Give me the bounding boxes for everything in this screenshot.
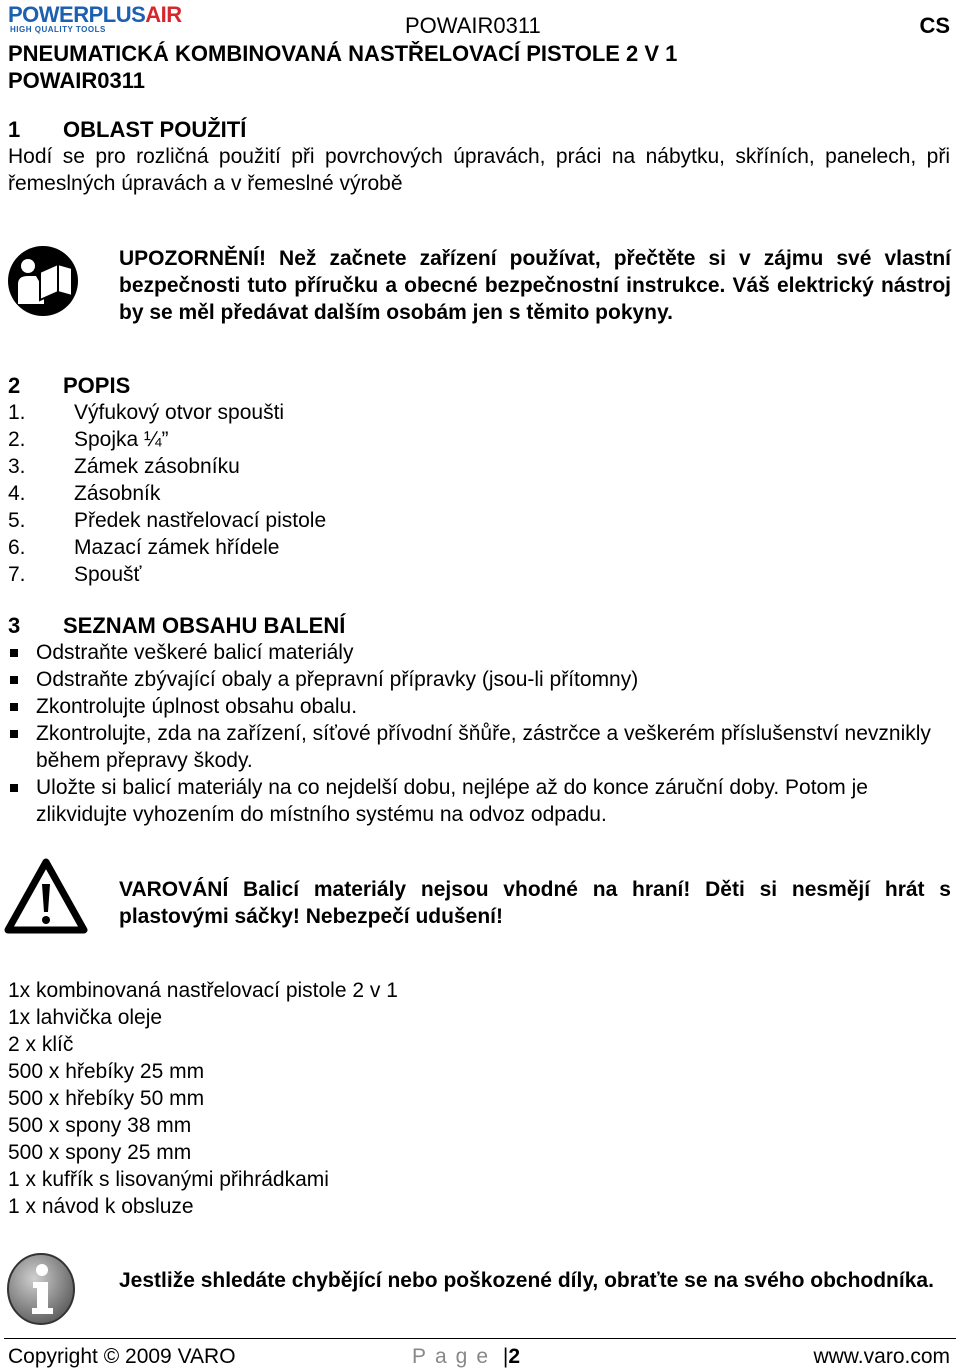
list-item: 500 x spony 25 mm [8,1141,192,1164]
bullet-item: Odstraňte zbývající obaly a přepravní přípravky (jsou-li přítomny) [8,666,950,693]
logo-air-text: AIR [145,2,182,27]
section-2-heading [8,372,130,399]
packaging-bullets [8,639,950,828]
section-3-heading [8,612,345,639]
bullet-item: Odstraňte veškeré balicí materiály [8,639,950,666]
bullet-item: Zkontrolujte úplnost obsahu obalu. [8,693,950,720]
list-item: 2 x klíč [8,1033,74,1056]
list-item: 2. Spojka ¼” [8,428,169,451]
list-item: 5. Předek nastřelovací pistole [8,509,327,532]
section-2-title: POPIS [63,373,131,398]
list-item: 3. Zámek zásobníku [8,455,240,478]
footer-copyright: Copyright © 2009 VARO [8,1345,236,1368]
footer-website: www.varo.com [813,1345,950,1368]
footer-page-separator: | [502,1345,509,1368]
footer-page-number: 2 [508,1345,521,1368]
section-3-number: 3 [8,613,21,638]
bullet-item: Uložte si balicí materiály na co nejdelší dobu, nejlépe až do konce záruční doby. Potom je zlikvidujte vyhozením do místního systému na odvoz odpadu. [8,774,950,828]
info-icon [6,1252,76,1326]
footer-page-word: Page [412,1345,498,1368]
section-3-title: SEZNAM OBSAHU BALENÍ [63,613,346,638]
section-1-number: 1 [8,117,21,142]
read-manual-icon [6,244,80,318]
brand-logo [8,4,218,34]
list-item: 1x kombinovaná nastřelovací pistole 2 v 1 [8,979,398,1002]
title-line-2: POWAIR0311 [8,68,145,93]
warning-triangle-icon [4,858,88,934]
title-line-1: PNEUMATICKÁ KOMBINOVANÁ NASTŘELOVACÍ PISTOLE 2 V 1 [8,41,678,66]
notice-text: UPOZORNĚNÍ! Než začnete zařízení používat, přečtěte si v zájmu své vlastní bezpečnosti tuto příručku a obecné bezpečnostní instrukce. Váš elektrický nástroj by se měl předávat dalším osobám jen s těmito pokyny. [119,247,951,324]
warning-text: VAROVÁNÍ Balicí materiály nejsou vhodné na hraní! Děti si nesmějí hrát s plastovými sáčky! Nebezpečí udušení! [119,878,951,928]
list-item: 500 x hřebíky 50 mm [8,1087,205,1110]
footer-page [412,1344,520,1370]
header-language: CS [919,13,950,38]
list-item: 7. Spoušť [8,563,142,586]
footer-divider [4,1338,956,1339]
package-contents-list [8,977,398,1220]
list-item: 500 x spony 38 mm [8,1114,192,1137]
bullet-item: Zkontrolujte, zda na zařízení, síťové přívodní šňůře, zástrčce a veškerém příslušenství nevznikly během přepravy škody. [8,720,950,774]
list-item: 1 x návod k obsluze [8,1195,194,1218]
list-item: 1. Výfukový otvor spoušti [8,401,285,424]
section-1-text: Hodí se pro rozličná použití při povrchových úpravách, práci na nábytku, skříních, panelech, při řemeslných úpravách a v řemeslné výrobě [8,145,950,195]
section-2-number: 2 [8,373,21,398]
section-1-heading [8,116,246,143]
list-item: 500 x hřebíky 25 mm [8,1060,205,1083]
list-item: 6. Mazací zámek hřídele [8,536,280,559]
logo-main-text: POWERPLUS [8,2,146,27]
document-title [8,40,677,94]
logo-tagline: HIGH QUALITY TOOLS [10,25,106,34]
section-1-title: OBLAST POUŽITÍ [63,117,247,142]
list-item: 1x lahvička oleje [8,1006,163,1029]
description-list [8,399,326,588]
list-item: 4. Zásobník [8,482,161,505]
info-text: Jestliže shledáte chybějící nebo poškozené díly, obraťte se na svého obchodníka. [119,1269,934,1292]
list-item: 1 x kufřík s lisovanými přihrádkami [8,1168,329,1191]
header-model: POWAIR0311 [405,13,541,38]
